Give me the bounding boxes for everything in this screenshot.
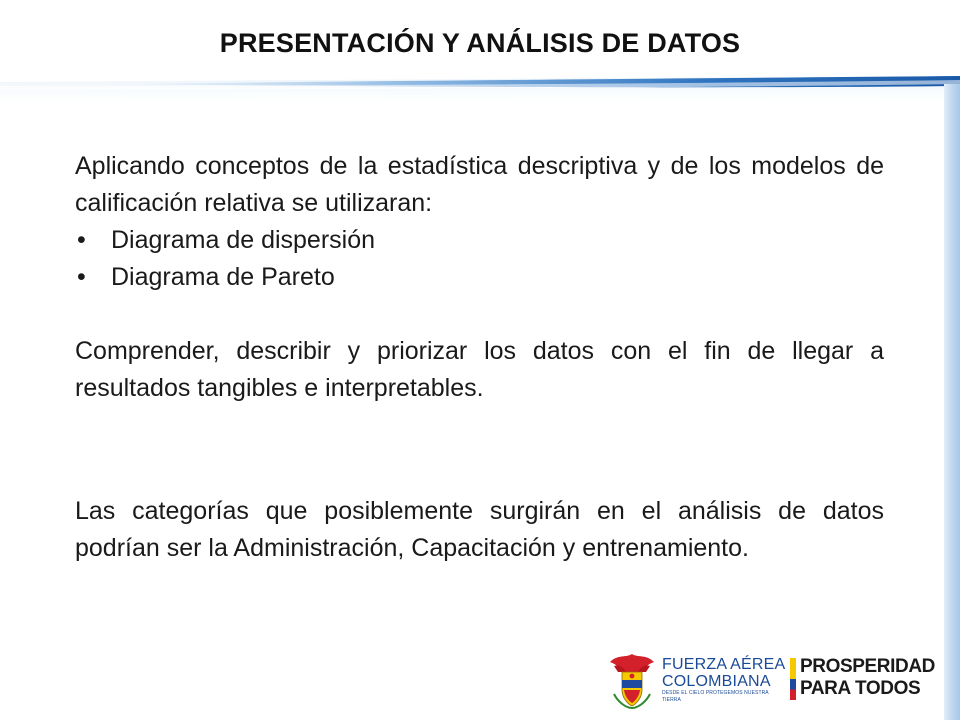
slide-body xyxy=(75,148,884,567)
colombia-flag-icon xyxy=(790,658,796,700)
objective-paragraph: Comprender, describir y priorizar los datos con el fin de llegar a resultados tangibles e interpretables. xyxy=(75,337,884,402)
bullet-text: Diagrama de Pareto xyxy=(111,263,335,291)
prosperidad-wordmark xyxy=(800,656,935,700)
coat-of-arms-icon xyxy=(608,650,656,710)
fuerza-aerea-wordmark xyxy=(662,656,788,704)
bullet-item xyxy=(75,222,884,259)
fuerza-aerea-logo xyxy=(606,648,786,712)
bullet-icon: • xyxy=(77,263,86,291)
colombiana-name: COLOMBIANA xyxy=(662,673,771,690)
footer-logos xyxy=(606,648,942,712)
prosperidad-line1: PROSPERIDAD xyxy=(800,656,935,677)
fuerza-aerea-name: FUERZA AÉREA xyxy=(662,656,786,673)
bullet-item xyxy=(75,259,884,296)
intro-paragraph: Aplicando conceptos de la estadística descriptiva y de los modelos de calificación relativa se utilizaran: xyxy=(75,152,884,217)
categories-paragraph: Las categorías que posiblemente surgirán en el análisis de datos podrían ser la Administración, Capacitación y entrenamiento. xyxy=(75,497,884,562)
bullet-text: Diagrama de dispersión xyxy=(111,226,376,254)
prosperidad-logo xyxy=(790,656,942,702)
header-decorative-band xyxy=(0,76,960,122)
fuerza-aerea-tagline: DESDE EL CIELO PROTEGEMOS NUESTRA TIERRA xyxy=(662,690,769,703)
prosperidad-line2: PARA TODOS xyxy=(800,678,921,699)
slide-title: PRESENTACIÓN Y ANÁLISIS DE DATOS xyxy=(219,28,741,58)
bullet-icon: • xyxy=(77,226,86,254)
bullet-list xyxy=(75,222,884,296)
right-edge-gradient xyxy=(944,84,960,720)
